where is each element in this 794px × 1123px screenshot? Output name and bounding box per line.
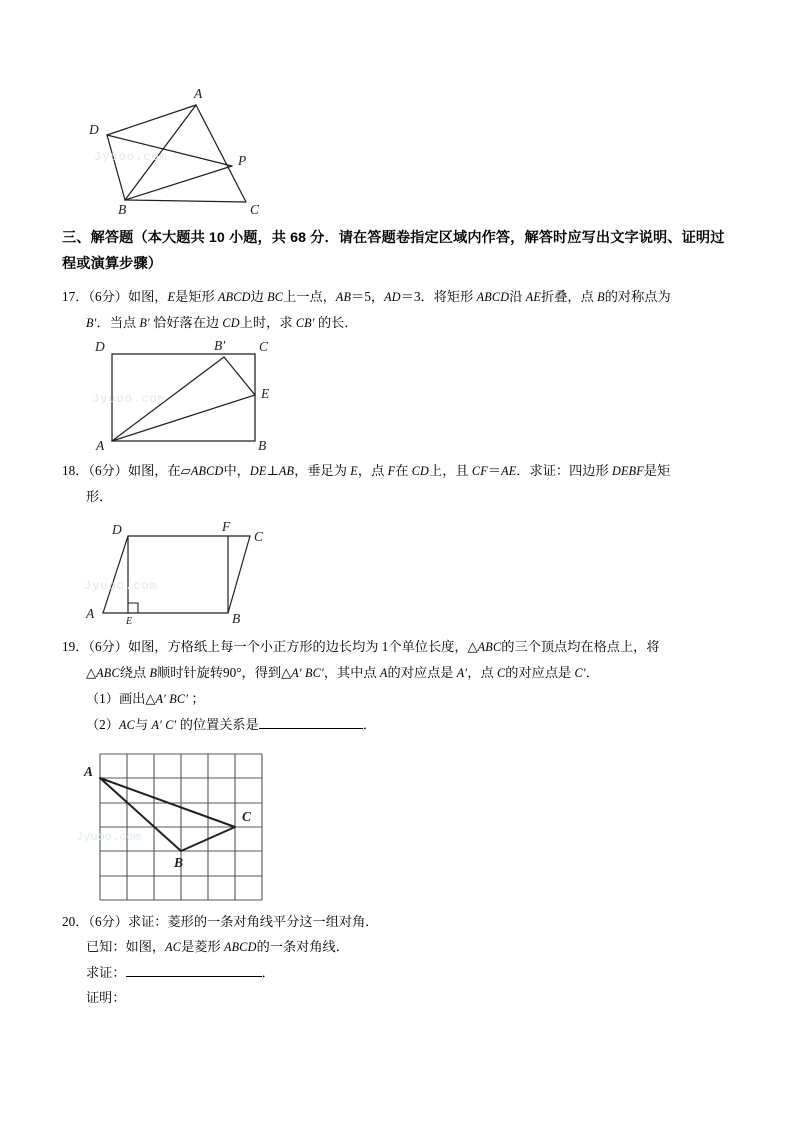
- q18-E: E: [350, 464, 358, 478]
- question-20: [62, 909, 738, 1010]
- q19-sub2-AC: AC: [118, 718, 135, 732]
- q17-t1: 17．（6分）如图，: [62, 289, 168, 304]
- q18-line1: [62, 458, 738, 484]
- q17-BC: BC: [267, 290, 284, 304]
- q20-answer-blank[interactable]: [126, 976, 262, 977]
- label-C: C: [259, 339, 269, 354]
- q17-line1: [62, 284, 738, 310]
- label-C: C: [242, 809, 252, 824]
- q20-t3: 的一条对角线．: [256, 939, 349, 954]
- section-heading-line1: 三、解答题（本大题共 10 小题，共 68 分．请在答题卷指定区域内作答，解答时应写出文字说明、证明过: [62, 230, 725, 246]
- q20-AC: AC: [165, 940, 182, 954]
- q19-sub1-t1: （1）画出△: [86, 691, 156, 706]
- figure-top-quadrilateral: [62, 80, 738, 215]
- q17-CBp: CB′: [295, 316, 315, 330]
- q18-t5: 在: [395, 463, 412, 478]
- label-E: E: [126, 616, 133, 627]
- q17-t13: 的长．: [314, 315, 358, 330]
- q17-t2: 是矩形: [175, 289, 219, 304]
- q18-DEBF: DEBF: [611, 464, 644, 478]
- q19-sub2-t4: ．: [362, 717, 376, 732]
- q19-sub2-t3: 的位置关系是: [176, 717, 259, 732]
- q19-sub1-t2: ；: [188, 691, 205, 706]
- q17-Bp2: B′: [139, 316, 150, 330]
- q18-AE: AE: [501, 464, 517, 478]
- q19-C1: C′: [574, 666, 586, 680]
- q20-t2: 是菱形: [181, 939, 224, 954]
- q17-t4: 上一点，: [283, 289, 336, 304]
- section-heading: [62, 225, 738, 277]
- q20-line3: [62, 960, 738, 985]
- q17-t7: 沿: [509, 289, 526, 304]
- label-B-prime: B′: [214, 338, 226, 353]
- q19-t1: 19．（6分）如图，方格纸上每一个小正方形的边长均为 1个单位长度，△: [62, 639, 478, 654]
- q19-t3: 绕点: [119, 665, 150, 680]
- q18-parallelogram-svg: [62, 521, 362, 626]
- q19-sub2-t1: （2）: [86, 717, 119, 732]
- q19-A1: A′: [456, 666, 468, 680]
- label-D: D: [95, 339, 105, 354]
- watermark: Jyuoo.com: [92, 392, 166, 406]
- q18-AB: AB: [278, 464, 295, 478]
- q17-B: B: [597, 290, 605, 304]
- q19-grid-svg: [62, 752, 362, 907]
- label-A: A: [194, 86, 203, 101]
- label-A: A: [84, 764, 94, 779]
- label-F: F: [222, 519, 231, 534]
- q18-t1: 18．（6分）如图，在▱: [62, 463, 191, 478]
- q20-t1: 已知：如图，: [86, 939, 166, 954]
- figure-q18-parallelogram: [62, 521, 738, 626]
- q19-ABC2: ABC: [96, 666, 120, 680]
- q17-line2: [62, 310, 738, 336]
- q17-ABCD2: ABCD: [476, 290, 510, 304]
- q18-t4: ，点: [357, 463, 388, 478]
- q20-line4: 证明：: [86, 990, 126, 1005]
- q17-t6: ＝3．将矩形: [400, 289, 477, 304]
- q17-E: E: [167, 290, 176, 304]
- question-18: [62, 458, 738, 626]
- q19-A1BC1: A′ BC′: [291, 666, 324, 680]
- label-B: B: [118, 202, 127, 217]
- q17-AD: AD: [384, 290, 401, 304]
- q19-line1: [62, 634, 738, 660]
- q19-C: C: [496, 666, 506, 680]
- q17-ABCD: ABCD: [218, 290, 251, 304]
- q18-DE: DE: [249, 464, 267, 478]
- page-content: [62, 80, 738, 1010]
- right-angle-mark: [128, 603, 138, 613]
- q17-t5: ＝5，: [351, 289, 385, 304]
- q18-t7: ．求证：四边形: [516, 463, 612, 478]
- label-C: C: [250, 202, 260, 217]
- q18-t3: ，垂足为: [294, 463, 351, 478]
- q18-perp: ⊥: [266, 463, 279, 478]
- q19-B: B: [149, 666, 158, 680]
- q17-t10: ．当点: [96, 315, 140, 330]
- q20-ABCD: ABCD: [223, 940, 257, 954]
- q18-t8: 是矩: [643, 463, 671, 478]
- q19-t5: ，其中点: [323, 665, 380, 680]
- q17-t12: 上时，求: [239, 315, 296, 330]
- q18-t2: 中，: [223, 463, 250, 478]
- label-E: E: [261, 386, 270, 401]
- q17-rectangle-svg: [62, 340, 362, 452]
- q17-CD: CD: [222, 316, 240, 330]
- question-17: [62, 284, 738, 452]
- q19-sub1-A1BC1: A′ BC′: [155, 692, 189, 706]
- label-B: B: [232, 611, 241, 626]
- section-heading-line2: 程或演算步骤）: [62, 256, 163, 272]
- label-B: B: [174, 855, 184, 870]
- figure-q17-rectangle: [62, 340, 738, 452]
- q19-t4: 顺时针旋转90°，得到△: [157, 665, 292, 680]
- watermark: Jyuoo.com: [94, 150, 168, 164]
- q17-AB: AB: [335, 290, 352, 304]
- label-D: D: [112, 522, 122, 537]
- q20-line1: 20．（6分）求证：菱形的一条对角线平分这一组对角．: [62, 914, 379, 929]
- label-B: B: [258, 438, 267, 453]
- q19-sub2: [62, 712, 738, 738]
- q19-line2: [62, 660, 738, 686]
- q20-t4: 求证：: [86, 965, 126, 980]
- top-quadrilateral-svg: [62, 80, 362, 215]
- label-A: A: [86, 606, 95, 621]
- q18-line2: 形．: [86, 489, 113, 504]
- q19-tri1: △: [86, 665, 97, 680]
- q19-sub2-A1C1: A′ C′: [151, 718, 177, 732]
- q18-F: F: [387, 464, 396, 478]
- q19-sub2-t2: 与: [134, 717, 152, 732]
- label-C: C: [254, 529, 264, 544]
- q18-CD: CD: [411, 464, 430, 478]
- q18-eq: ＝: [487, 463, 502, 478]
- q19-A: A: [379, 666, 388, 680]
- q19-t2: 的三个顶点均在格点上，将: [501, 639, 660, 654]
- q18-ABCD: ABCD: [190, 464, 224, 478]
- q19-t8: 的对应点是: [505, 665, 575, 680]
- q19-t6: 的对应点是: [387, 665, 457, 680]
- q17-t8: 折叠，点: [541, 289, 598, 304]
- q18-t6: 上，且: [429, 463, 472, 478]
- watermark: Jyuoo.com: [84, 579, 158, 593]
- q19-answer-blank[interactable]: [259, 728, 363, 729]
- figure-q19-grid: [62, 752, 738, 907]
- q19-t9: ．: [585, 665, 599, 680]
- q20-t5: ．: [261, 965, 275, 980]
- label-D: D: [89, 122, 99, 137]
- q17-t11: 恰好落在边: [149, 315, 223, 330]
- q18-CF: CF: [471, 464, 488, 478]
- q17-t9: 的对称点为: [604, 289, 671, 304]
- label-A: A: [96, 438, 105, 453]
- q20-line2: [62, 934, 738, 960]
- label-P: P: [238, 153, 247, 168]
- q19-sub1: [62, 686, 738, 712]
- q19-ABC: ABC: [477, 640, 502, 654]
- q17-AE: AE: [525, 290, 542, 304]
- q19-t7: ，点: [467, 665, 497, 680]
- watermark-text: Jyuoo.com: [76, 830, 141, 844]
- question-19: [62, 634, 738, 907]
- q17-t3: 边: [250, 289, 268, 304]
- q17-Bp1: B′: [86, 316, 97, 330]
